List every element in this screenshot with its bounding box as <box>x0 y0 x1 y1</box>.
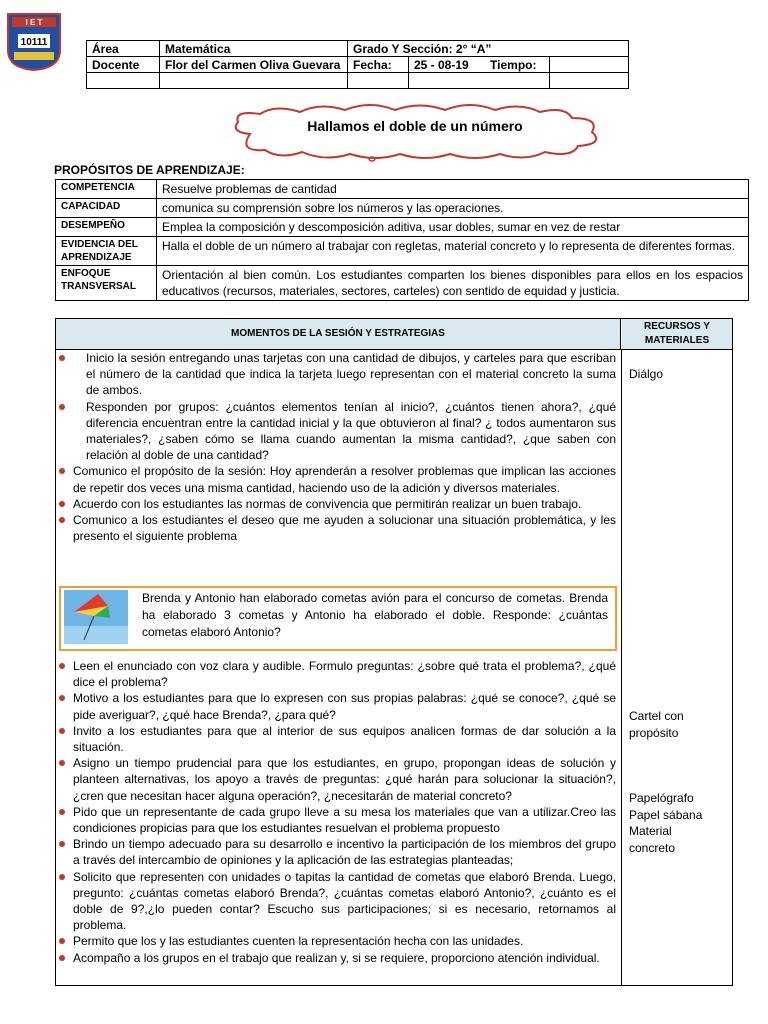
prop-value: comunica su comprensión sobre los números y las operaciones. <box>157 199 749 218</box>
grade-label: Grado Y Sección: 2° “A” <box>348 41 629 57</box>
resource-line: Material <box>629 824 672 838</box>
table-row <box>56 180 749 199</box>
time-value <box>550 57 629 73</box>
empty-cell <box>87 73 160 89</box>
bullet-icon <box>59 663 65 669</box>
resources-heading: RECURSOS Y MATERIALES <box>622 319 732 349</box>
list-item-text: Invito a los estudiantes para que al interior de sus equipos analicen formas de dar solución a la situación. <box>73 723 616 755</box>
resource-materials <box>629 790 702 856</box>
table-row <box>56 199 749 218</box>
bullet-icon <box>59 955 65 961</box>
table-row <box>56 218 749 237</box>
list-item <box>70 496 616 512</box>
header-table <box>86 40 629 89</box>
resource-line: concreto <box>629 840 676 855</box>
list-item-text: Permito que los y las estudiantes cuenten la representación hecha con las unidades. <box>73 934 524 949</box>
list-item <box>70 804 616 836</box>
school-logo <box>6 12 62 72</box>
empty-cell <box>160 73 348 89</box>
bullet-icon <box>59 809 65 815</box>
table-row <box>56 237 749 266</box>
area-label: Área <box>87 41 160 57</box>
prop-value: Resuelve problemas de cantidad <box>157 180 749 199</box>
moments-heading: MOMENTOS DE LA SESIÓN Y ESTRATEGIAS <box>56 319 621 349</box>
list-item-text: Leen el enunciado con voz clara y audible. Formulo preguntas: ¿sobre qué trata el problema?, ¿qué dice el problema? <box>73 659 616 690</box>
date-value: 25 - 08-19 <box>414 57 469 72</box>
list-item <box>70 399 616 464</box>
time-label: Tiempo: <box>490 57 537 72</box>
page-title: Hallamos el doble de un número <box>307 118 523 134</box>
teacher-label: Docente <box>87 57 160 73</box>
propositos-heading: PROPÓSITOS DE APRENDIZAJE: <box>54 163 245 177</box>
area-value: Matemática <box>160 41 348 57</box>
strategies-list-top <box>70 350 616 544</box>
list-item <box>70 950 616 966</box>
list-item-text: Motivo a los estudiantes para que lo expresen con sus propias palabras: ¿qué se conoce?, ¿qué se pide averiguar?, ¿qué hace Brenda?, ¿para qué? <box>73 691 616 722</box>
list-item-text: Comunico a los estudiantes el deseo que me ayuden a solucionar una situación problemática, y les presento el siguiente problema <box>73 513 616 544</box>
list-item-text: Comunico el propósito de la sesión: Hoy aprenderán a resolver problemas que implican las acciones de repetir dos veces una misma cantidad, haciendo uso de la adición y diversos materiales. <box>73 464 616 495</box>
empty-cell <box>550 73 629 89</box>
list-item <box>70 463 616 495</box>
propositos-table <box>55 179 749 301</box>
resource-line: Cartel con <box>629 709 684 723</box>
bullet-icon <box>59 874 65 880</box>
list-item-text: Acompaño a los grupos en el trabajo que realizan y, si se requiere, proporciono atención individual. <box>73 950 600 965</box>
list-item-text: Inicio la sesión entregando unas tarjetas con una cantidad de dibujos, y carteles para que escriban el número de la cantidad que indica la tarjeta luego representan con el material concreto la suma de ambos. <box>86 351 616 398</box>
strategies-list-bottom <box>70 658 616 966</box>
resource-line: Papel sábana <box>629 807 703 822</box>
list-item <box>70 836 616 868</box>
kite-image <box>64 590 128 644</box>
title-cloud-shape <box>220 104 610 164</box>
prop-value: Halla el doble de un número al trabajar con regletas, material concreto y lo representa de diferentes formas. <box>157 237 749 266</box>
list-item-text: Asigno un tiempo prudencial para que los estudiantes, en grupo, propongan ideas de solución y planteen alternativas, los apoyo a través de preguntas: ¿qué harán para solucionar la situación?, ¿cren que necesitan hacer alguna operación?, ¿necesitarán de material concreto? <box>73 756 616 803</box>
resource-line: Papelógrafo <box>629 791 694 805</box>
bullet-icon <box>59 355 65 361</box>
list-item-text: Responden por grupos: ¿cuántos elementos tenían al inicio?, ¿cuántos tienen ahora?, ¿qué diferencia encuentran entre la cantidad inicial y la que obtuvieron al final? ¿ todos aumentaron sus materiales?, ¿saben cómo se llama cuando aumentan la misma cantidad?, ¿que saben con relación al doble de una cantidad? <box>86 399 616 463</box>
prop-key: EVIDENCIA DEL APRENDIZAJE <box>56 237 157 266</box>
prop-key: CAPACIDAD <box>56 199 157 218</box>
bullet-icon <box>59 517 65 523</box>
prop-key: COMPETENCIA <box>56 180 157 199</box>
date-label: Fecha: <box>348 57 409 73</box>
list-item <box>70 512 616 544</box>
prop-key: DESEMPEÑO <box>56 218 157 237</box>
teacher-value: Flor del Carmen Oliva Guevara <box>160 57 348 73</box>
bullet-icon <box>59 404 65 410</box>
empty-cell <box>409 73 550 89</box>
list-item <box>70 690 616 722</box>
resource-cartel <box>629 708 684 741</box>
list-item <box>70 350 616 399</box>
list-item <box>70 755 616 804</box>
list-item <box>70 658 616 690</box>
resource-dialogue: Diálgo <box>629 367 664 381</box>
bullet-icon <box>59 728 65 734</box>
svg-text:I E T: I E T <box>25 18 43 27</box>
prop-value: Emplea la composición y descomposición aditiva, usar dobles, sumar en vez de restar <box>157 218 749 237</box>
list-item-text: Solicito que representen con unidades o tapitas la cantidad de cometas que elaboró Brenda. Luego, pregunto: ¿cuántas cometas elaboró Brenda?, ¿cuántas cometas elaboró Antonio?, ¿cuánto es el doble de 9?,¿lo pueden contar? Escucho sus participaciones; si es necesario, retornamos al problema. <box>73 869 616 933</box>
list-item <box>70 933 616 949</box>
list-item-text: Brindo un tiempo adecuado para su desarrollo e incentivo la participación de los miembros del grupo a través del intercambio de opiniones y la aplicación de las estrategias planteadas; <box>73 837 616 868</box>
empty-cell <box>348 73 409 89</box>
column-divider <box>621 349 622 985</box>
resource-line: propósito <box>629 725 679 740</box>
list-item <box>70 869 616 934</box>
date-time-cell <box>409 57 550 73</box>
table-row <box>56 266 749 301</box>
list-item-text: Acuerdo con los estudiantes las normas de convivencia que permitirán realizar un buen trabajo. <box>73 496 582 511</box>
svg-text:10111: 10111 <box>20 37 48 48</box>
list-item <box>70 723 616 755</box>
bullet-icon <box>59 501 65 507</box>
prop-value: Orientación al bien común. Los estudiantes comparten los bienes disponibles para ellos en los espacios educativos (recursos, materiales, sectores, carteles) con sentido de equidad y justicia. <box>157 266 749 301</box>
list-item-text: Pido que un representante de cada grupo lleve a su mesa los materiales que van a utilizar.Creo las condiciones propicias para que los estudiantes resuelvan el problema propuesto <box>73 804 616 836</box>
prop-key: ENFOQUE TRANSVERSAL <box>56 266 157 301</box>
problem-text: Brenda y Antonio han elaborado cometas avión para el concurso de cometas. Brenda ha elaborado 3 cometas y Antonio ha elaborado el doble. Responde: ¿cuántas cometas elaboró Antonio? <box>142 591 608 639</box>
